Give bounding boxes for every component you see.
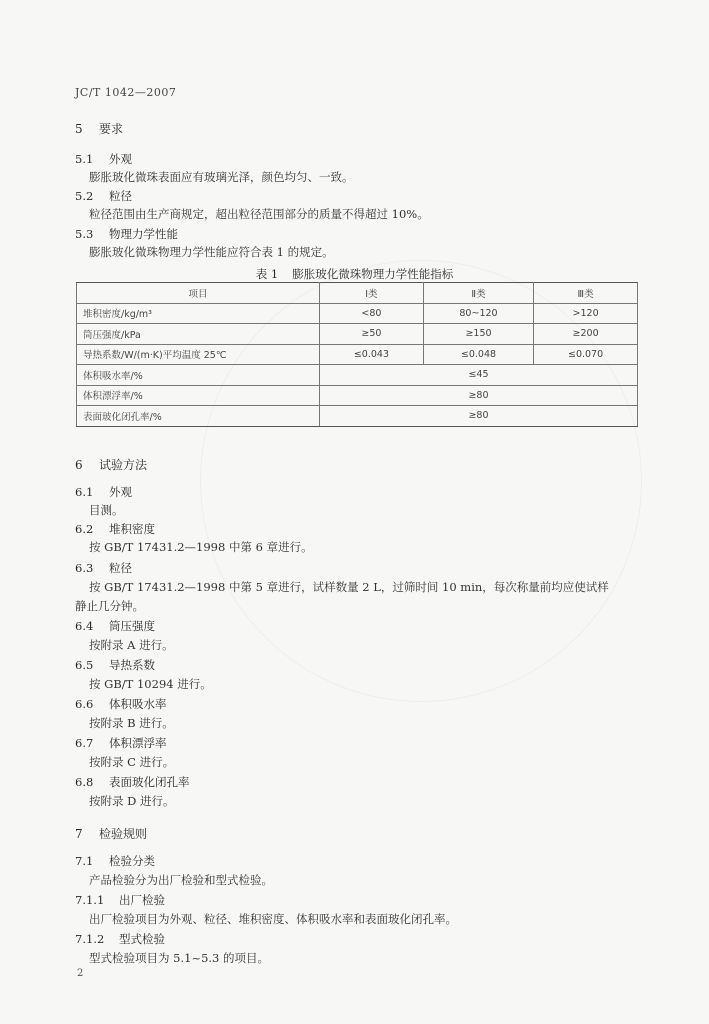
section-7-heading: 7 检验规则 — [75, 827, 148, 841]
table-cell: ≤0.070 — [534, 344, 638, 365]
table-cell-merged: ≥80 — [320, 406, 638, 427]
section-6-3-text: 按 GB/T 17431.2—1998 中第 5 章进行，试样数量 2 L，过筛时间 10 min，每次称量前均应使试样 — [89, 580, 609, 594]
table-header-row — [77, 283, 638, 304]
table-header-cell: Ⅲ类 — [534, 283, 638, 304]
section-7-1-2-heading: 7.1.2 型式检验 — [75, 932, 165, 946]
table-row — [77, 406, 638, 427]
table-cell-item: 堆积密度/kg/m³ — [77, 303, 320, 324]
section-5-3-text: 膨胀玻化微珠物理力学性能应符合表 1 的规定。 — [89, 245, 334, 259]
table-row — [77, 303, 638, 324]
section-6-heading: 6 试验方法 — [75, 458, 148, 472]
section-7-1-text: 产品检验分为出厂检验和型式检验。 — [89, 873, 273, 887]
table-cell-item: 体积漂浮率/% — [77, 385, 320, 406]
page-number: 2 — [77, 968, 84, 979]
section-6-6-text: 按附录 B 进行。 — [89, 716, 174, 730]
section-6-3-text-cont: 静止几分钟。 — [75, 599, 144, 613]
section-6-6-heading: 6.6 体积吸水率 — [75, 697, 167, 711]
section-6-4-heading: 6.4 筒压强度 — [75, 619, 155, 633]
section-6-8-heading: 6.8 表面玻化闭孔率 — [75, 775, 190, 789]
table-cell: <80 — [320, 303, 424, 324]
table-1 — [76, 282, 638, 427]
section-6-7-heading: 6.7 体积漂浮率 — [75, 736, 167, 750]
table-cell: 80~120 — [423, 303, 533, 324]
table-cell-item: 体积吸水率/% — [77, 365, 320, 386]
section-6-3-heading: 6.3 粒径 — [75, 561, 132, 575]
section-5-2-heading: 5.2 粒径 — [75, 189, 132, 203]
section-6-2-heading: 6.2 堆积密度 — [75, 522, 155, 536]
section-6-8-text: 按附录 D 进行。 — [89, 794, 175, 808]
section-6-1-heading: 6.1 外观 — [75, 485, 132, 499]
table-row — [77, 344, 638, 365]
table-header-cell: Ⅰ类 — [320, 283, 424, 304]
section-5-3-heading: 5.3 物理力学性能 — [75, 227, 178, 241]
section-6-5-text: 按 GB/T 10294 进行。 — [89, 677, 212, 691]
section-5-heading: 5 要求 — [75, 122, 124, 136]
section-6-4-text: 按附录 A 进行。 — [89, 638, 174, 652]
table-row — [77, 385, 638, 406]
section-5-2-text: 粒径范围由生产商规定，超出粒径范围部分的质量不得超过 10%。 — [89, 207, 429, 221]
section-5-1-text: 膨胀玻化微珠表面应有玻璃光泽，颜色均匀、一致。 — [89, 170, 354, 184]
table-header-cell: 项目 — [77, 283, 320, 304]
table-cell: >120 — [534, 303, 638, 324]
table-cell: ≤0.048 — [423, 344, 533, 365]
table-row — [77, 324, 638, 345]
table-cell-merged: ≤45 — [320, 365, 638, 386]
section-6-7-text: 按附录 C 进行。 — [89, 755, 175, 769]
table-header-cell: Ⅱ类 — [423, 283, 533, 304]
section-6-5-heading: 6.5 导热系数 — [75, 658, 155, 672]
table-cell-item: 筒压强度/kPa — [77, 324, 320, 345]
section-7-1-heading: 7.1 检验分类 — [75, 854, 155, 868]
section-7-1-1-text: 出厂检验项目为外观、粒径、堆积密度、体积吸水率和表面玻化闭孔率。 — [89, 912, 457, 926]
section-5-1-heading: 5.1 外观 — [75, 152, 132, 166]
table-cell: ≥150 — [423, 324, 533, 345]
table-cell-item: 导热系数/W/(m·K)平均温度 25℃ — [77, 344, 320, 365]
section-7-1-1-heading: 7.1.1 出厂检验 — [75, 893, 165, 907]
table-cell-merged: ≥80 — [320, 385, 638, 406]
table-cell-item: 表面玻化闭孔率/% — [77, 406, 320, 427]
section-7-1-2-text: 型式检验项目为 5.1~5.3 的项目。 — [89, 951, 270, 965]
table-cell: ≤0.043 — [320, 344, 424, 365]
standard-code: JC/T 1042—2007 — [75, 86, 177, 99]
section-6-1-text: 目测。 — [89, 503, 124, 517]
section-6-2-text: 按 GB/T 17431.2—1998 中第 6 章进行。 — [89, 540, 313, 554]
table-row — [77, 365, 638, 386]
table-cell: ≥200 — [534, 324, 638, 345]
table-1-caption: 表 1 膨胀玻化微珠物理力学性能指标 — [255, 267, 454, 281]
table-cell: ≥50 — [320, 324, 424, 345]
